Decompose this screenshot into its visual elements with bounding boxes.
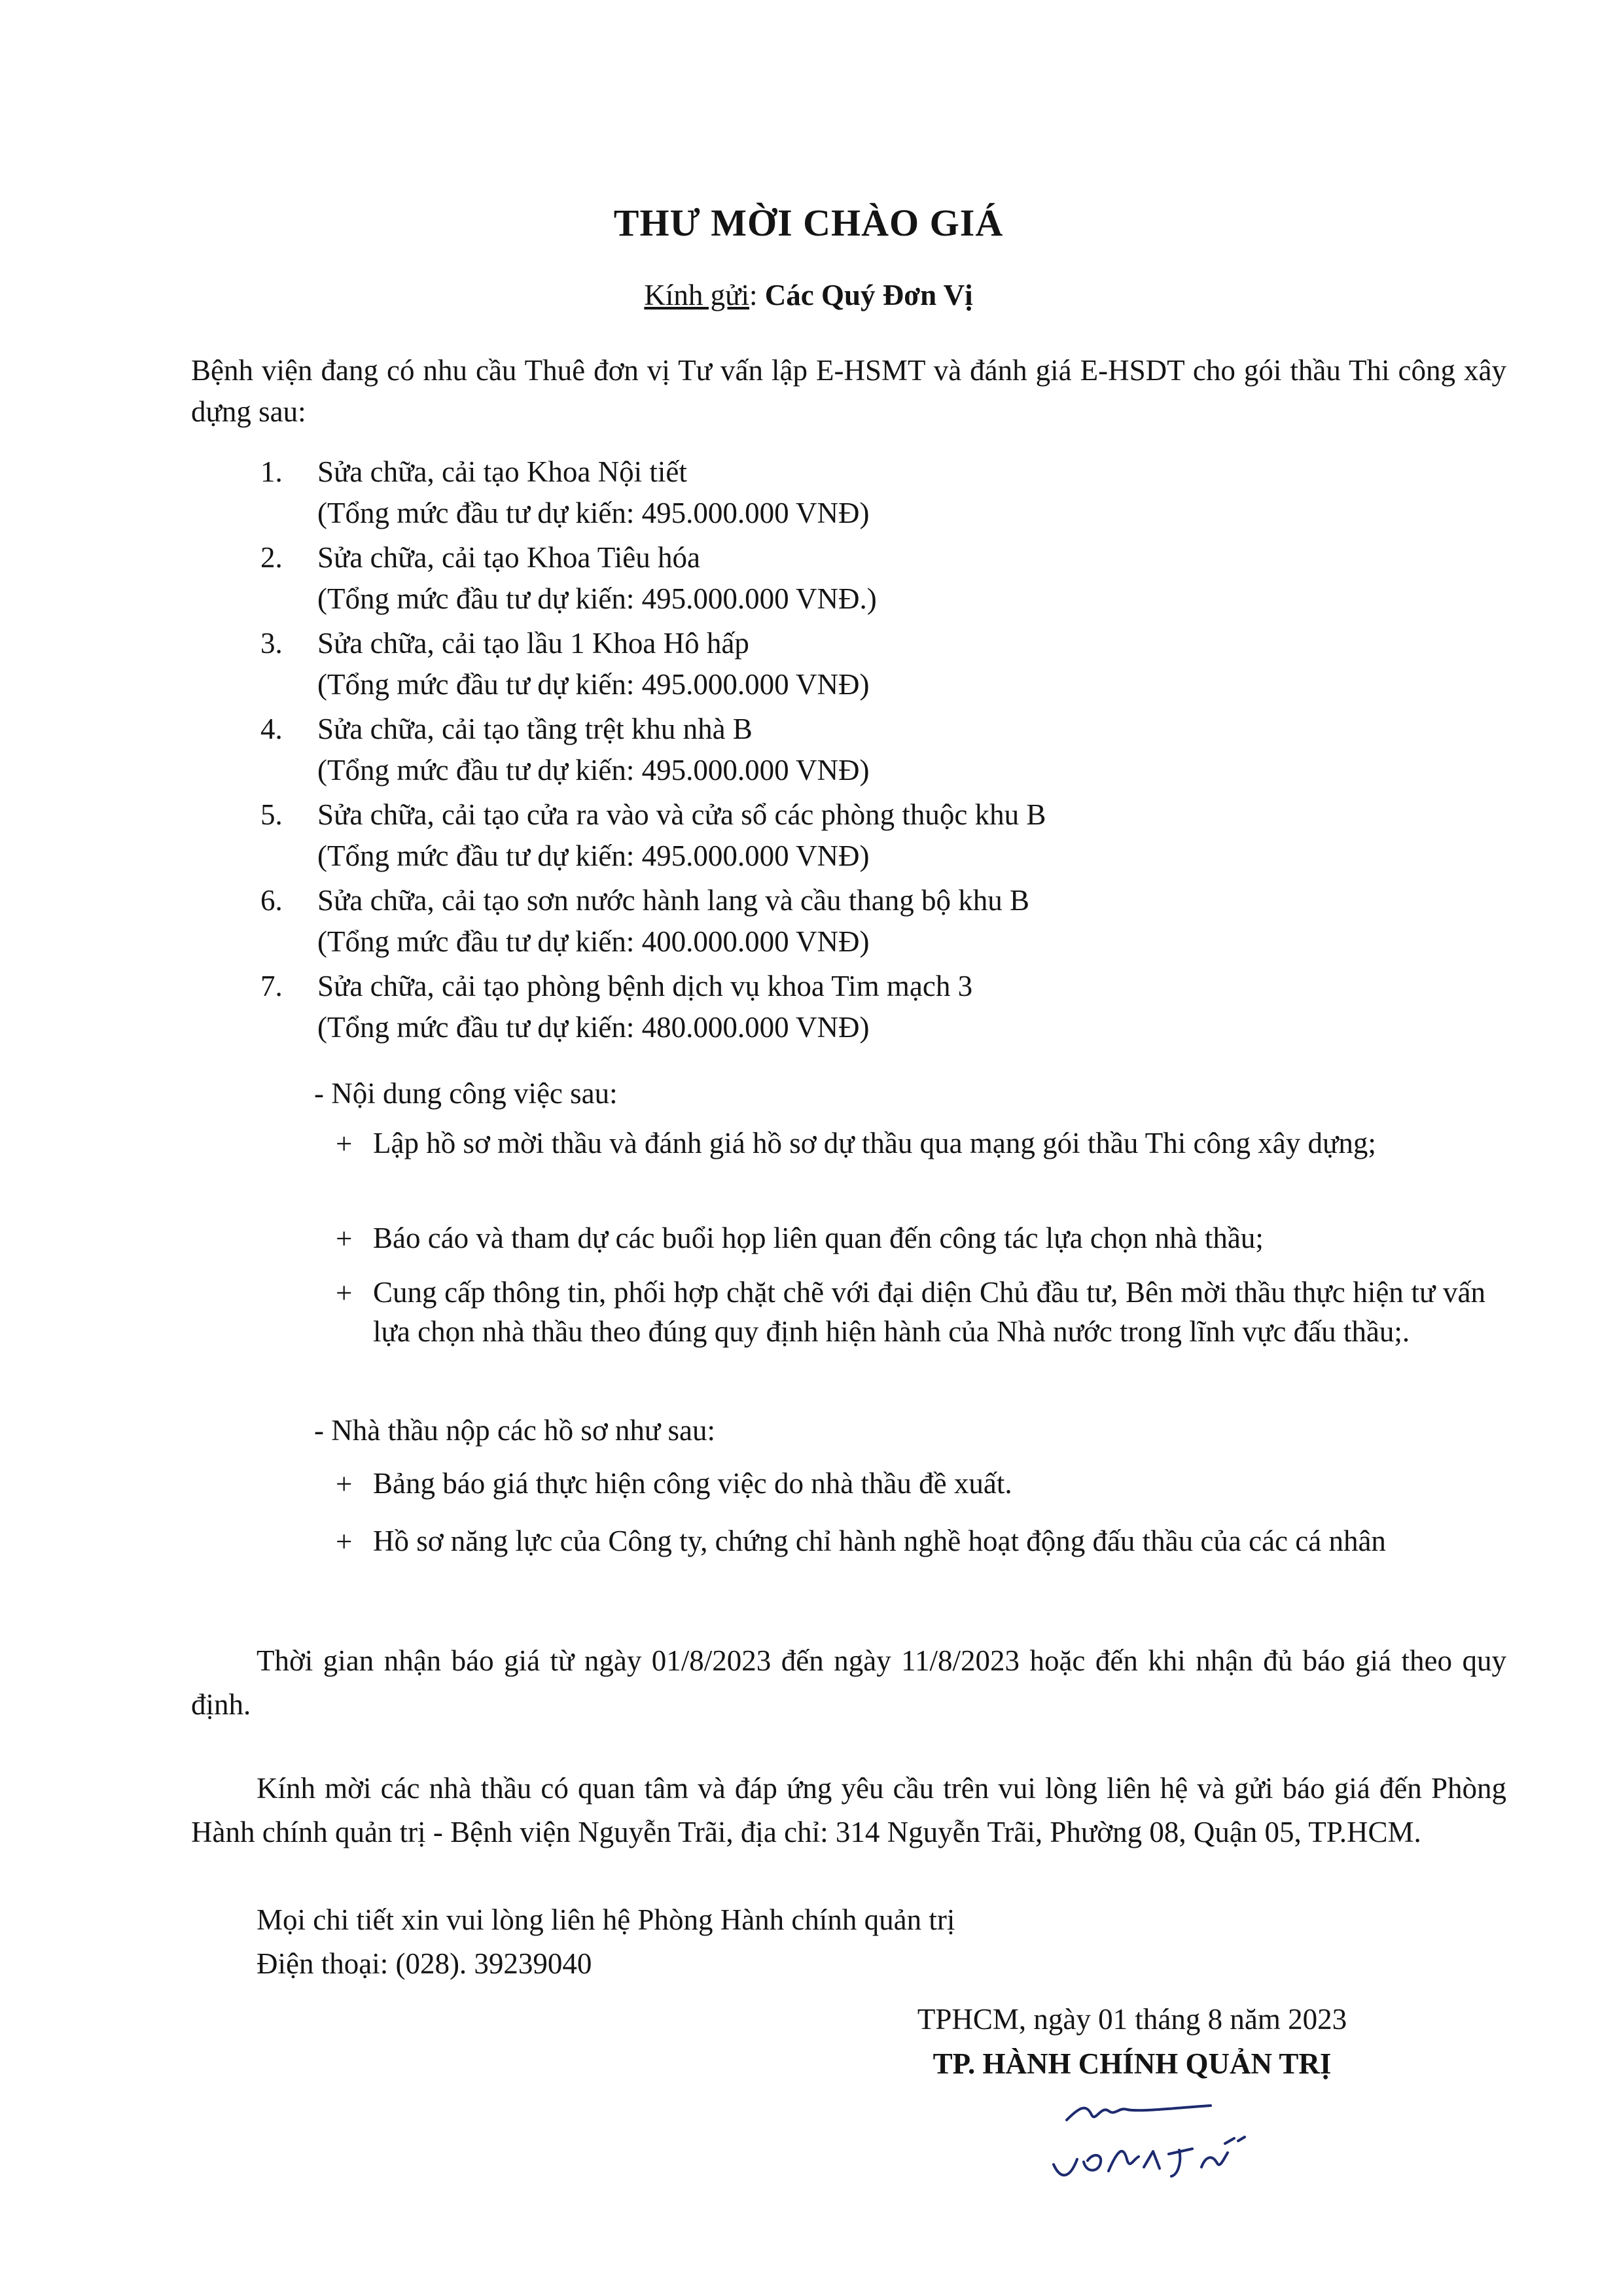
project-item bbox=[0, 880, 1617, 966]
bullet-plus: + bbox=[336, 1222, 353, 1255]
project-cost: (Tổng mức đầu tư dự kiến: 495.000.000 VNĐ) bbox=[317, 754, 870, 786]
submission-item: Hồ sơ năng lực của Công ty, chứng chỉ hành nghề hoạt động đấu thầu của các cá nhân bbox=[373, 1525, 1386, 1557]
project-list bbox=[0, 451, 1617, 1051]
document-title: THƯ MỜI CHÀO GIÁ bbox=[613, 202, 1004, 244]
project-cost: (Tổng mức đầu tư dự kiến: 480.000.000 VNĐ) bbox=[317, 1011, 870, 1044]
greeting-separator: : bbox=[749, 279, 758, 311]
project-cost: (Tổng mức đầu tư dự kiến: 495.000.000 VNĐ.) bbox=[317, 582, 877, 615]
bullet-plus: + bbox=[336, 1468, 353, 1500]
project-cost: (Tổng mức đầu tư dự kiến: 495.000.000 VNĐ) bbox=[317, 668, 870, 701]
project-item bbox=[0, 709, 1617, 794]
invitation-paragraph: Kính mời các nhà thầu có quan tâm và đáp ứng yêu cầu trên vui lòng liên hệ và gửi báo giá đến Phòng Hành chính quản trị - Bệnh viện Nguyễn Trãi, địa chỉ: 314 Nguyễn Trãi, Phường 08, Quận 05, TP.HCM. bbox=[191, 1772, 1506, 1848]
scope-heading: - Nội dung công việc sau: bbox=[314, 1077, 618, 1110]
scope-item: Lập hồ sơ mời thầu và đánh giá hồ sơ dự thầu qua mạng gói thầu Thi công xây dựng; bbox=[373, 1127, 1376, 1159]
timeline-paragraph: Thời gian nhận báo giá từ ngày 01/8/2023 đến ngày 11/8/2023 hoặc đến khi nhận đủ báo giá theo quy định. bbox=[191, 1644, 1506, 1721]
project-name: Sửa chữa, cải tạo lầu 1 Khoa Hô hấp bbox=[317, 627, 749, 660]
project-cost: (Tổng mức đầu tư dự kiến: 495.000.000 VNĐ) bbox=[317, 839, 870, 872]
project-name: Sửa chữa, cải tạo sơn nước hành lang và cầu thang bộ khu B bbox=[317, 884, 1029, 917]
greeting-label: Kính gửi bbox=[644, 279, 749, 311]
project-name: Sửa chữa, cải tạo tầng trệt khu nhà B bbox=[317, 713, 753, 745]
project-name: Sửa chữa, cải tạo phòng bệnh dịch vụ khoa Tim mạch 3 bbox=[317, 970, 973, 1002]
project-number: 5. bbox=[260, 798, 283, 831]
project-number: 1. bbox=[260, 455, 283, 488]
project-name: Sửa chữa, cải tạo Khoa Nội tiết bbox=[317, 455, 687, 488]
bullet-plus: + bbox=[336, 1525, 353, 1558]
project-number: 2. bbox=[260, 541, 283, 574]
scope-item: Báo cáo và tham dự các buổi họp liên quan đến công tác lựa chọn nhà thầu; bbox=[373, 1222, 1264, 1254]
contact-phone: Điện thoại: (028). 39239040 bbox=[257, 1947, 592, 1980]
scope-item: Cung cấp thông tin, phối hợp chặt chẽ với đại diện Chủ đầu tư, Bên mời thầu thực hiện tư vấn lựa chọn nhà thầu theo đúng quy định hiện hành của Nhà nước trong lĩnh vực đấu thầu;. bbox=[373, 1276, 1485, 1348]
signature-position: TP. HÀNH CHÍNH QUẢN TRỊ bbox=[933, 2047, 1332, 2080]
project-number: 4. bbox=[260, 713, 283, 745]
greeting-recipient: Các Quý Đơn Vị bbox=[764, 279, 973, 311]
project-number: 6. bbox=[260, 884, 283, 917]
project-cost: (Tổng mức đầu tư dự kiến: 495.000.000 VNĐ) bbox=[317, 497, 870, 529]
project-item bbox=[0, 794, 1617, 880]
project-item bbox=[0, 537, 1617, 623]
greeting-line bbox=[0, 275, 1617, 316]
project-number: 3. bbox=[260, 627, 283, 660]
project-cost: (Tổng mức đầu tư dự kiến: 400.000.000 VNĐ) bbox=[317, 925, 870, 958]
intro-paragraph: Bệnh viện đang có nhu cầu Thuê đơn vị Tư vấn lập E-HSMT và đánh giá E-HSDT cho gói thầu Thi công xây dựng sau: bbox=[191, 354, 1506, 428]
project-item bbox=[0, 451, 1617, 537]
contact-line: Mọi chi tiết xin vui lòng liên hệ Phòng Hành chính quản trị bbox=[257, 1903, 955, 1936]
handwritten-signature bbox=[1040, 2081, 1315, 2192]
project-item bbox=[0, 623, 1617, 709]
bullet-plus: + bbox=[336, 1277, 353, 1309]
project-name: Sửa chữa, cải tạo Khoa Tiêu hóa bbox=[317, 541, 700, 574]
project-name: Sửa chữa, cải tạo cửa ra vào và cửa sổ các phòng thuộc khu B bbox=[317, 798, 1046, 831]
submission-heading: - Nhà thầu nộp các hồ sơ như sau: bbox=[314, 1414, 716, 1447]
project-item bbox=[0, 966, 1617, 1051]
signature-date: TPHCM, ngày 01 tháng 8 năm 2023 bbox=[917, 2003, 1347, 2036]
bullet-plus: + bbox=[336, 1127, 353, 1160]
project-number: 7. bbox=[260, 970, 283, 1002]
submission-item: Bảng báo giá thực hiện công việc do nhà thầu đề xuất. bbox=[373, 1467, 1012, 1500]
